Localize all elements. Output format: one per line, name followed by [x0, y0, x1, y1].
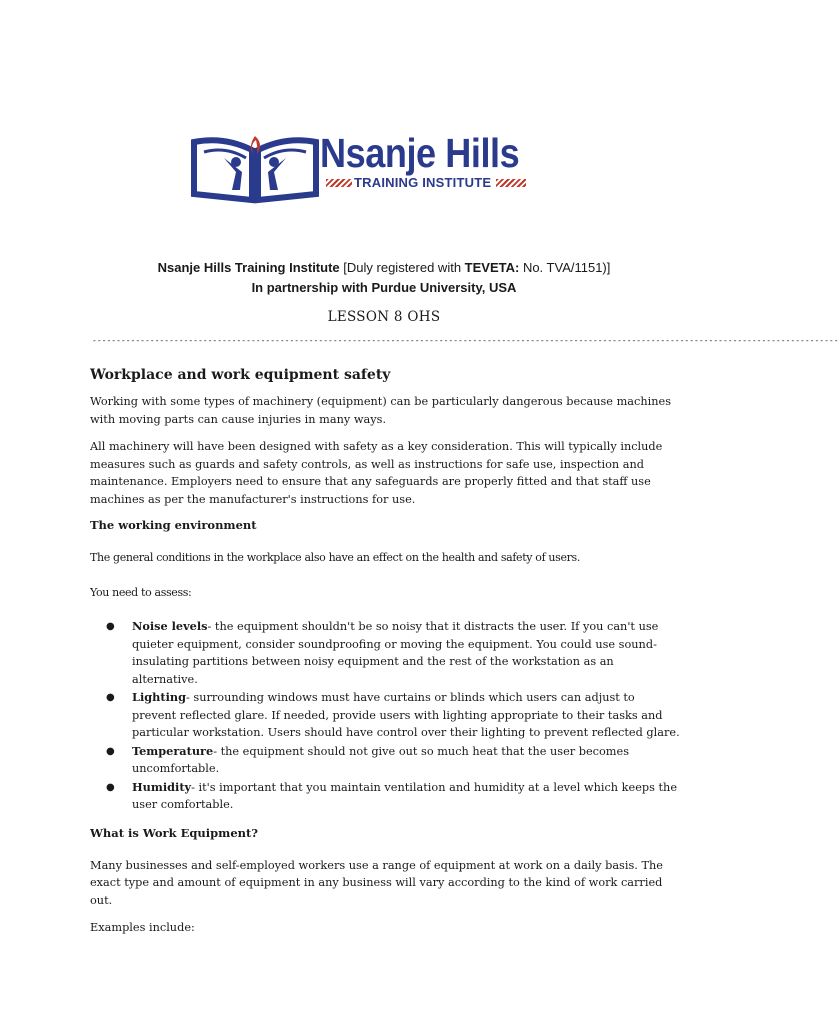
list-item-text: - surrounding windows must have curtains or blinds which users can adjust to prevent reflected glare. If needed, provide users with lighting appropriate to their tasks and particular workstation. Users should have control over their lighting to prevent reflected glare.: [132, 691, 680, 739]
list-item: [106, 779, 680, 814]
list-item: [106, 743, 680, 778]
bullet-icon: ●: [106, 692, 115, 703]
logo-stripe-right: [496, 179, 526, 187]
paragraph-examples-include: Examples include:: [90, 921, 195, 934]
institute-name: Nsanje Hills Training Institute: [157, 260, 340, 275]
registration-body: TEVETA:: [464, 260, 523, 275]
list-item: [106, 618, 680, 688]
list-item-term: Temperature: [132, 743, 214, 758]
paragraph-machinery-danger: Working with some types of machinery (equipment) can be particularly dangerous because machines with moving parts can cause injuries in many ways.: [90, 395, 672, 426]
open-book-icon: [190, 128, 320, 208]
registration-prefix: [Duly registered with: [343, 260, 465, 275]
list-item-term: Noise levels: [132, 619, 208, 633]
document-body: [90, 367, 680, 947]
list-item-text: - it's important that you maintain ventilation and humidity at a level which keeps the user comfortable.: [132, 780, 678, 811]
bullet-icon: ●: [106, 621, 115, 632]
lesson-title: LESSON 8 OHS: [327, 309, 441, 325]
divider-line: -----------------------------------------------------------------------------------------------------------------------------------------------------------: [92, 336, 839, 345]
assessment-list: [90, 618, 680, 814]
section-title: Workplace and work equipment safety: [90, 367, 391, 383]
registration-number: No. TVA/1151)]: [522, 260, 611, 275]
institute-logo: [190, 128, 535, 208]
partnership-line: In partnership with Purdue University, USA: [251, 280, 517, 295]
header-institute-line: [0, 260, 768, 275]
paragraph-equipment-range: Many businesses and self-employed workers use a range of equipment at work on a daily basis. The exact type and amount of equipment in any business will vary according to the kind of work carried out.: [90, 858, 663, 907]
subheading-working-environment: The working environment: [90, 518, 257, 532]
list-item-term: Humidity: [132, 779, 192, 794]
logo-subtitle-text: TRAINING INSTITUTE: [354, 175, 492, 190]
list-item-term: Lighting: [132, 690, 186, 704]
list-item-text: - the equipment should not give out so much heat that the user becomes uncomfortable.: [132, 744, 629, 775]
paragraph-machinery-design: All machinery will have been designed with safety as a key consideration. This will typically include measures such as guards and safety controls, as well as instructions for safe use, inspection and maintenance. Employers need to ensure that any safeguards are properly fitted and that staff use machines as per the manufacturer's instructions for use.: [90, 440, 663, 506]
paragraph-you-need-to-assess: You need to assess:: [90, 585, 192, 599]
bullet-icon: ●: [106, 781, 115, 793]
list-item: [106, 689, 680, 742]
logo-name-text: Nsanje Hills: [320, 130, 520, 176]
bullet-icon: ●: [106, 745, 115, 757]
logo-stripe-left: [326, 179, 352, 187]
subheading-work-equipment: What is Work Equipment?: [90, 825, 259, 840]
paragraph-general-conditions: The general conditions in the workplace also have an effect on the health and safety of users.: [90, 551, 580, 564]
list-item-text: - the equipment shouldn't be so noisy that it distracts the user. If you can't use quieter equipment, consider soundproofing or moving the equipment. You could use sound-insulating partitions between noisy equipment and the rest of the workstation as an alternative.: [132, 620, 659, 686]
